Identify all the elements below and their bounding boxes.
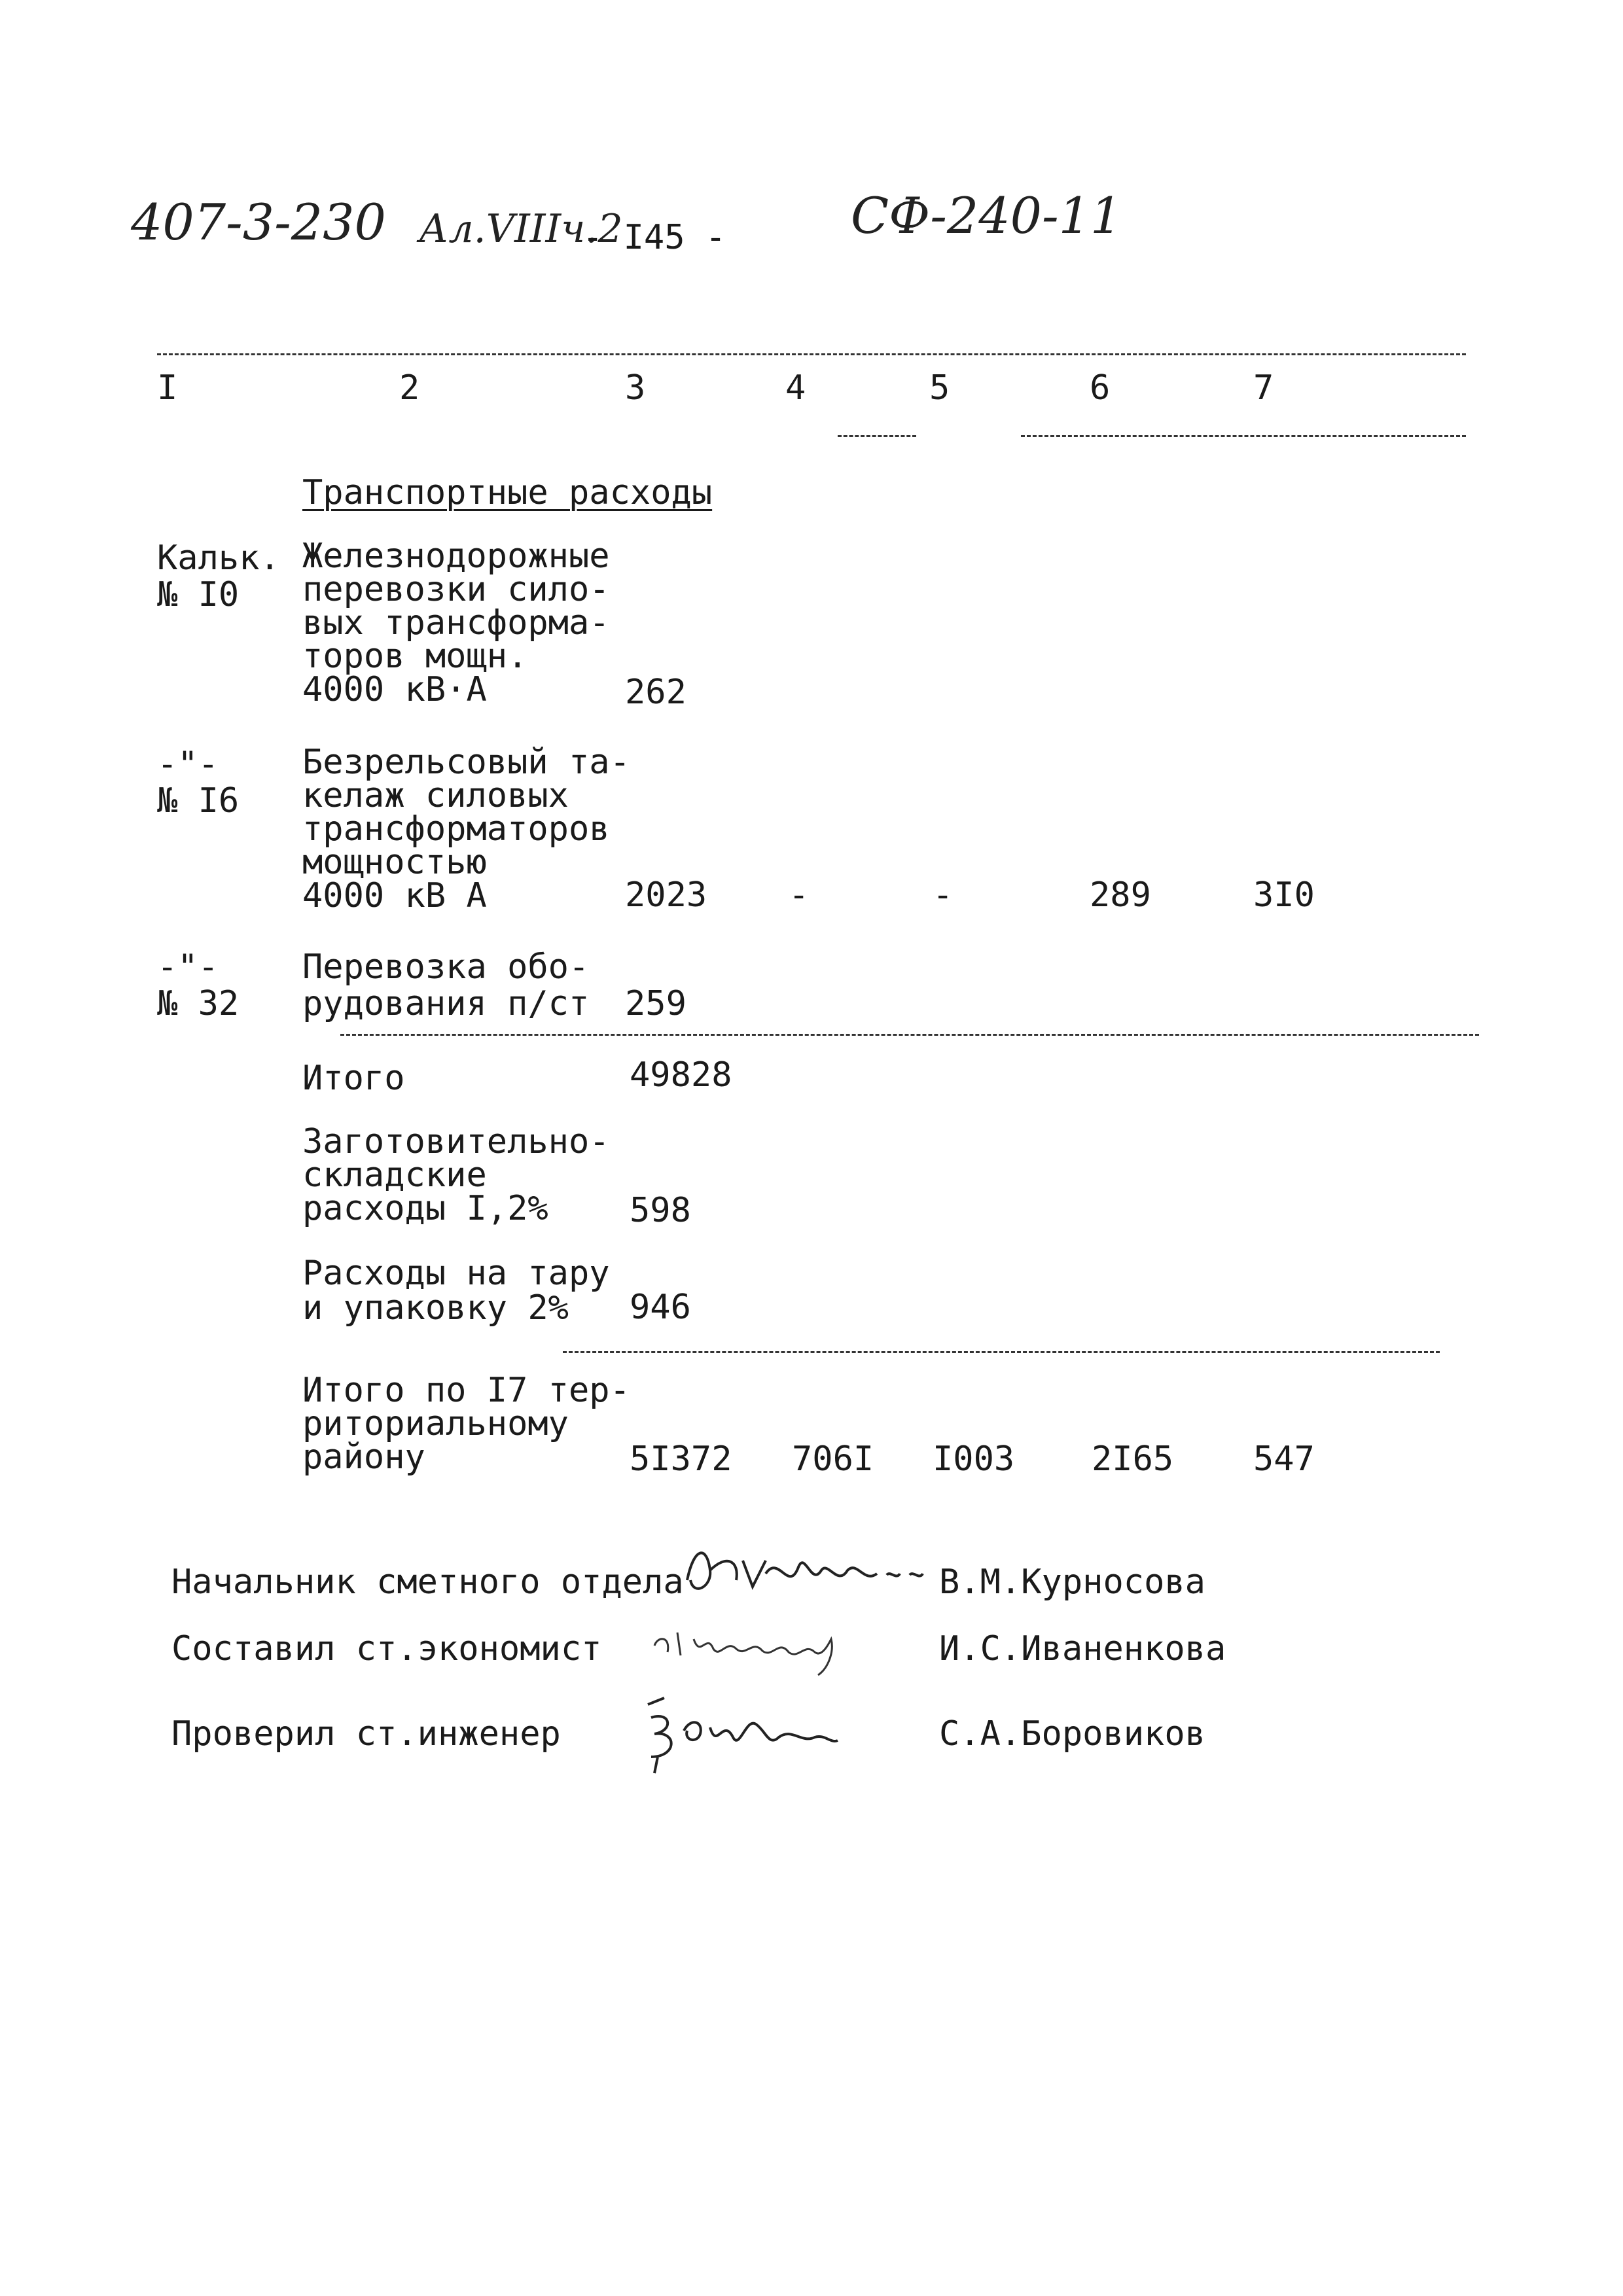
total-value-col3: 49828 xyxy=(630,1055,732,1095)
album-ref: Ал.VIIIч.2 xyxy=(419,206,623,252)
row-value-col5: - xyxy=(933,875,954,915)
row-value-col4: - xyxy=(789,875,810,915)
page-number: - I45 - xyxy=(582,218,726,257)
subtotal-rule xyxy=(340,1034,1479,1036)
header-bottom-rule-b xyxy=(1021,435,1466,437)
column-header-4: 4 xyxy=(785,368,806,408)
column-header-3: 3 xyxy=(625,368,646,408)
grand-total-rule xyxy=(563,1351,1440,1353)
sheet-code: СФ-240-11 xyxy=(851,186,1122,245)
handwritten-signature xyxy=(681,1534,929,1606)
row-value-col3: 259 xyxy=(625,984,687,1023)
row-name: Безрельсовый та- келаж силовых трансформаторов мощностью 4000 кВ А xyxy=(302,743,630,915)
total-name: Расходы на тару и упаковку 2% xyxy=(302,1254,610,1328)
column-header-1: I xyxy=(157,368,178,408)
total-value-col3: 5I372 xyxy=(630,1439,732,1479)
row-name: Железнодорожные перевозки сило- вых трансформа- торов мощн. 4000 кВ·А xyxy=(302,537,610,709)
total-value-col4: 706I xyxy=(792,1439,874,1479)
total-value-col3: 946 xyxy=(630,1288,691,1327)
signature-role: Составил ст.экономист xyxy=(171,1629,602,1669)
signatory-name: В.М.Курносова xyxy=(939,1563,1205,1602)
row-value-col7: 3I0 xyxy=(1253,875,1315,915)
total-name: Итого xyxy=(302,1059,405,1098)
column-header-6: 6 xyxy=(1090,368,1111,408)
signatory-name: С.А.Боровиков xyxy=(939,1714,1205,1754)
total-value-col3: 598 xyxy=(630,1191,691,1230)
row-ref: Кальк. № I0 xyxy=(157,539,280,614)
row-name: Перевозка обо- рудования п/ст xyxy=(302,947,590,1023)
doc-code: 407-3-230 xyxy=(131,193,386,251)
total-name: Заготовительно- складские расходы I,2% xyxy=(302,1122,610,1228)
total-name: Итого по I7 тер- риториальному району xyxy=(302,1371,630,1477)
signature-role: Проверил ст.инженер xyxy=(171,1714,561,1754)
row-value-col3: 2023 xyxy=(625,875,707,915)
total-value-col5: I003 xyxy=(933,1439,1015,1479)
handwritten-signature xyxy=(638,1691,847,1776)
signatory-name: И.С.Иваненкова xyxy=(939,1629,1226,1669)
column-header-7: 7 xyxy=(1253,368,1274,408)
header-bottom-rule-a xyxy=(838,435,916,437)
row-value-col3: 262 xyxy=(625,673,687,712)
signature-role: Начальник сметного отдела xyxy=(171,1563,684,1602)
total-value-col7: 547 xyxy=(1253,1439,1315,1479)
header-top-rule xyxy=(157,353,1466,355)
handwritten-signature xyxy=(648,1613,883,1678)
total-value-col6: 2I65 xyxy=(1092,1439,1174,1479)
column-header-5: 5 xyxy=(929,368,950,408)
row-ref: -"- № I6 xyxy=(157,745,240,821)
row-value-col6: 289 xyxy=(1090,875,1151,915)
row-ref: -"- № 32 xyxy=(157,947,240,1023)
section-title: Транспортные расходы xyxy=(302,473,713,512)
column-header-2: 2 xyxy=(399,368,420,408)
